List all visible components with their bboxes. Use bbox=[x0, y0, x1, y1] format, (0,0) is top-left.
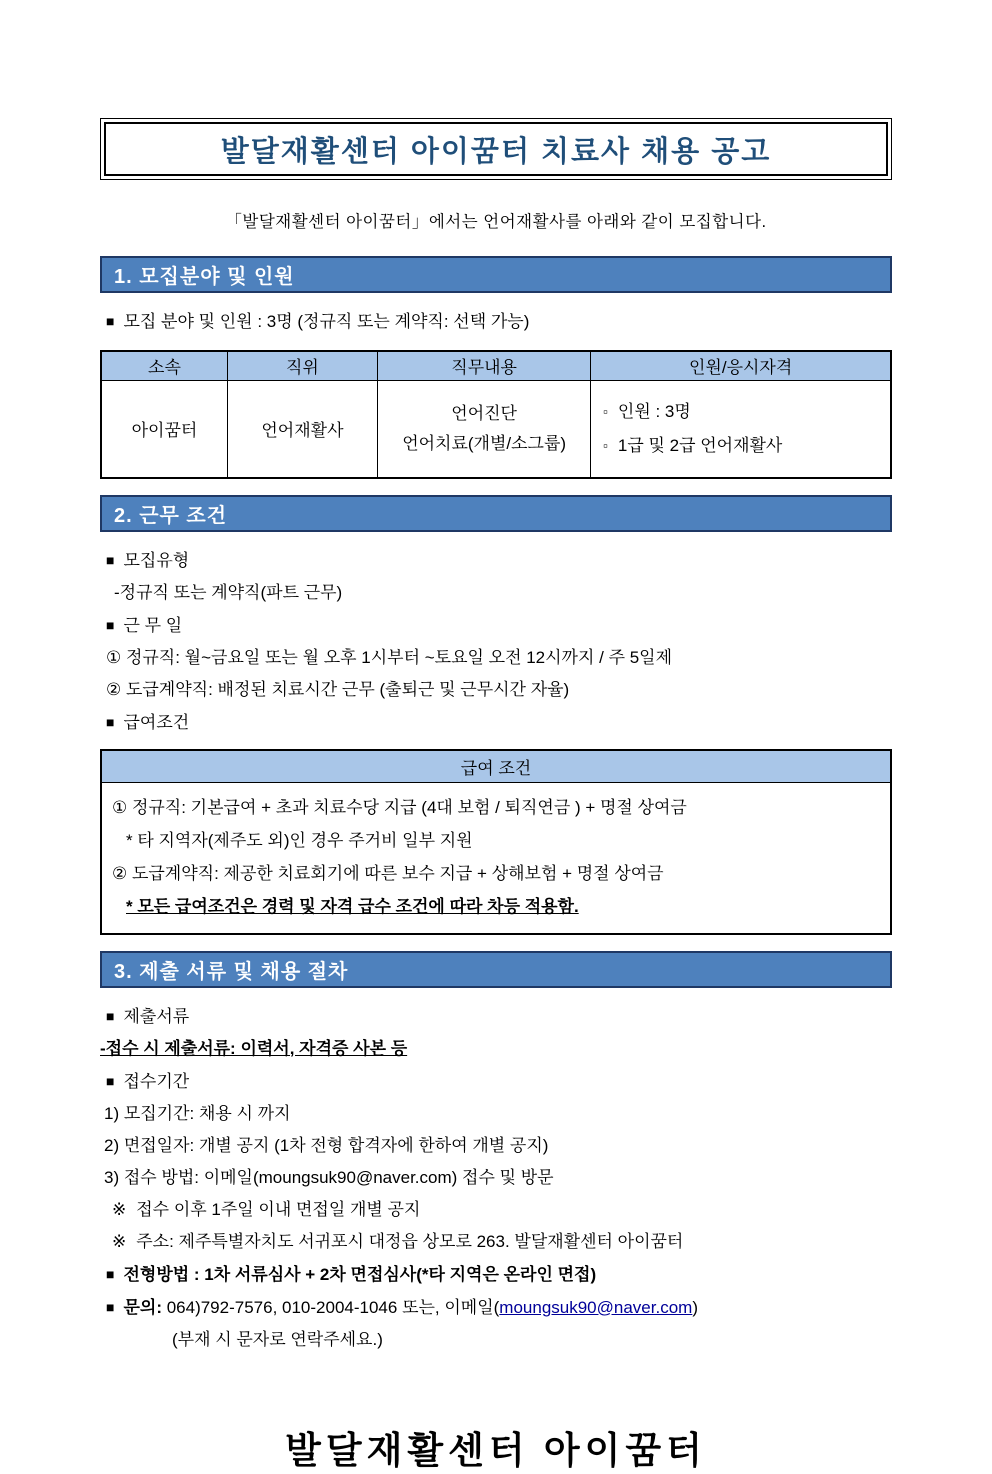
contact-label: 문의: bbox=[123, 1297, 162, 1317]
work-type-detail-line: -정규직 또는 계약직(파트 근무) bbox=[114, 583, 343, 602]
square-bullet-icon: ■ bbox=[106, 1072, 115, 1089]
period-item-line: 1) 모집기간: 채용 시 까지 bbox=[104, 1103, 291, 1123]
contact-line bbox=[100, 1291, 892, 1324]
recruit-table-row bbox=[101, 380, 891, 478]
square-bullet-icon: ■ bbox=[106, 552, 115, 568]
section3-header-bar bbox=[100, 951, 892, 988]
section1-title: 1. 모집분야 및 인원 bbox=[114, 266, 295, 288]
square-bullet-icon: ■ bbox=[106, 1265, 115, 1282]
submit-docs-detail-line: -접수 시 제출서류: 이력서, 자격증 사본 등 bbox=[100, 1038, 408, 1058]
work-days-contract-line: ② 도급계약직: 배정된 치료시간 근무 (출퇴근 및 근무시간 자율) bbox=[106, 680, 570, 699]
section1-header-bar bbox=[100, 256, 892, 293]
salary-line-regular: ① 정규직: 기본급여 + 초과 치료수당 지급 (4대 보험 / 퇴직연금 ) + 명절 상여금 bbox=[112, 797, 687, 817]
intro-text: 「발달재활센터 아이꿈터」에서는 언어재활사를 아래와 같이 모집합니다. bbox=[225, 213, 767, 231]
qualification-line: ▫ 인원 : 3명 bbox=[603, 395, 890, 429]
col-header-position: 직위 bbox=[227, 351, 377, 380]
submit-docs-label-line: ■ 제출서류 bbox=[100, 1000, 892, 1033]
salary-label-line: ■ 급여조건 bbox=[100, 706, 892, 739]
note-line: ※ 주소: 제주특별자치도 서귀포시 대정읍 상모로 263. 발달재활센터 아이꿈터 bbox=[112, 1231, 684, 1251]
salary-line-contract: ② 도급계약직: 제공한 치료회기에 따른 보수 지급 + 상해보험 + 명절 상여금 bbox=[112, 863, 664, 883]
square-bullet-icon: ■ bbox=[106, 1298, 115, 1315]
contact-suffix: ) bbox=[692, 1297, 698, 1317]
contact-note-line: (부재 시 문자로 연락주세요.) bbox=[172, 1329, 383, 1349]
email-link[interactable]: moungsuk90@naver.com bbox=[499, 1297, 693, 1317]
salary-table-title: 급여 조건 bbox=[101, 750, 891, 782]
recruit-table-header-row bbox=[101, 351, 891, 380]
salary-table-header-row bbox=[101, 750, 891, 782]
period-label-line: ■ 접수기간 bbox=[100, 1065, 892, 1098]
square-bullet-icon: ■ bbox=[106, 1007, 115, 1024]
recruit-table bbox=[100, 350, 892, 479]
period-item-line: 3) 접수 방법: 이메일(moungsuk90@naver.com) 접수 및 방문 bbox=[104, 1167, 554, 1187]
selection-method-line: ■ 전형방법 : 1차 서류심사 + 2차 면접심사(*타 지역은 온라인 면접) bbox=[100, 1258, 892, 1291]
period-item-line: 2) 면접일자: 개별 공지 (1차 전형 합격자에 한하여 개별 공지) bbox=[104, 1135, 549, 1155]
col-header-affiliation: 소속 bbox=[101, 351, 227, 380]
cell-duties bbox=[377, 380, 590, 478]
cell-qualification bbox=[591, 380, 891, 478]
square-bullet-icon: ■ bbox=[106, 617, 115, 633]
square-bullet-icon: ■ bbox=[106, 313, 115, 329]
work-days-regular-line: ① 정규직: 월~금요일 또는 월 오후 1시부터 ~토요일 오전 12시까지 / 주 5일제 bbox=[106, 648, 673, 667]
col-header-duties: 직무내용 bbox=[377, 351, 590, 380]
salary-table bbox=[100, 749, 892, 935]
cell-position: 언어재활사 bbox=[227, 380, 377, 478]
small-square-bullet-icon: ▫ bbox=[603, 437, 608, 453]
page-title: 발달재활센터 아이꿈터 치료사 채용 공고 bbox=[220, 135, 772, 168]
reference-mark-icon: ※ bbox=[112, 1231, 127, 1251]
cell-affiliation: 아이꿈터 bbox=[101, 380, 227, 478]
section2-title: 2. 근무 조건 bbox=[114, 505, 228, 527]
center-name-footer: 발달재활센터 아이꿈터 bbox=[285, 1430, 707, 1472]
qualification-line: ▫ 1급 및 2급 언어재활사 bbox=[603, 429, 890, 463]
square-bullet-icon: ■ bbox=[106, 714, 115, 730]
salary-line-note: * 모든 급여조건은 경력 및 자격 급수 조건에 따라 차등 적용함. bbox=[126, 896, 579, 916]
section2-header-bar bbox=[100, 495, 892, 532]
recruit-summary-text: 모집 분야 및 인원 : 3명 (정규직 또는 계약직: 선택 가능) bbox=[123, 312, 530, 331]
work-days-label-line: ■ 근 무 일 bbox=[100, 609, 892, 642]
small-square-bullet-icon: ▫ bbox=[603, 403, 608, 419]
salary-table-body-row bbox=[101, 782, 891, 934]
duty-line: 언어치료(개별/소그룹) bbox=[402, 433, 567, 453]
title-box bbox=[100, 118, 892, 180]
salary-line-housing: * 타 지역자(제주도 외)인 경우 주거비 일부 지원 bbox=[126, 830, 473, 850]
contact-numbers: 064)792-7576, 010-2004-1046 또는, 이메일( bbox=[161, 1297, 500, 1317]
recruit-summary-line bbox=[100, 305, 892, 338]
work-type-label-line: ■ 모집유형 bbox=[100, 544, 892, 577]
duty-line: 언어진단 bbox=[451, 403, 517, 423]
reference-mark-icon: ※ bbox=[112, 1199, 127, 1219]
note-line: ※ 접수 이후 1주일 이내 면접일 개별 공지 bbox=[112, 1199, 421, 1219]
col-header-qualification: 인원/응시자격 bbox=[591, 351, 891, 380]
section3-title: 3. 제출 서류 및 채용 절차 bbox=[114, 960, 349, 983]
